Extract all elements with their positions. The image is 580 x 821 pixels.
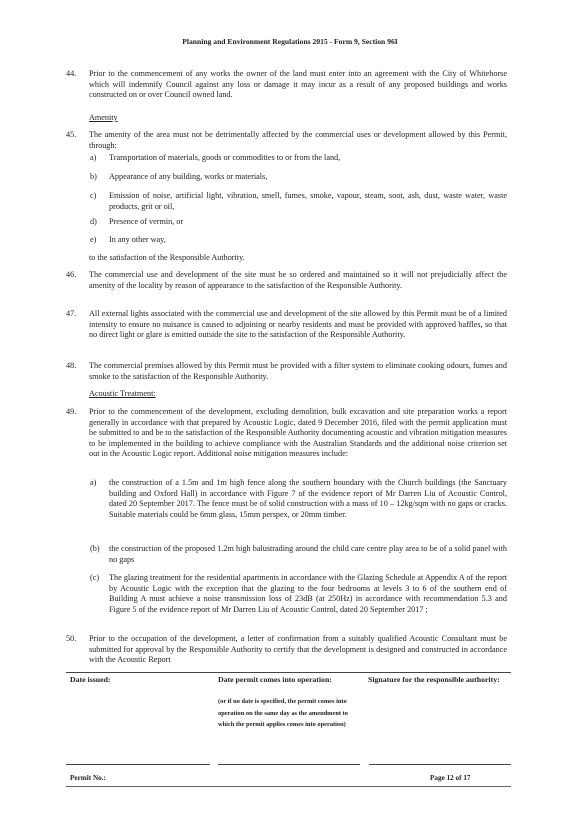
list-letter: (b) bbox=[90, 544, 100, 553]
list-letter: a) bbox=[90, 478, 97, 487]
condition-48 bbox=[66, 361, 507, 382]
list-item bbox=[90, 191, 507, 212]
condition-text: The commercial use and development of the site must be so ordered and maintained so it will not prejudicially affect the amenity of the locality by reason of appearance to the satisfaction of the Responsible Authority. bbox=[89, 270, 507, 290]
condition-49 bbox=[66, 407, 507, 460]
signature-line bbox=[66, 764, 210, 765]
page-number: Page 12 of 17 bbox=[430, 774, 471, 782]
condition-number: 45. bbox=[66, 130, 77, 139]
list-letter: (c) bbox=[90, 573, 100, 582]
condition-47 bbox=[66, 309, 507, 341]
condition-number: 47. bbox=[66, 309, 77, 318]
condition-text: All external lights associated with the commercial use and development of the site allowed by this Permit must be of a limited intensity to ensure no nuisance is caused to adjoining or nearby residents and must be provided with approved baffles, so that no direct light or glare is emitted outside the site to the satisfaction of the Responsible Authority. bbox=[89, 309, 507, 340]
condition-45 bbox=[66, 130, 507, 151]
footer-divider bbox=[66, 786, 511, 787]
list-text: In any other way, bbox=[109, 235, 166, 244]
condition-50 bbox=[66, 634, 507, 666]
date-permit-note: (or if no date is specified, the permit comes into operation on the same day as the amendment to which the permit applies comes into operation) bbox=[218, 698, 348, 729]
list-item bbox=[90, 544, 507, 565]
list-text: Transportation of materials, goods or commodities to or from the land, bbox=[109, 153, 341, 162]
condition-44 bbox=[66, 69, 507, 101]
permit-number-label: Permit No.: bbox=[70, 774, 106, 782]
list-letter: a) bbox=[90, 153, 97, 162]
section-heading-acoustic: Acoustic Treatment: bbox=[89, 389, 156, 398]
condition-number: 48. bbox=[66, 361, 77, 370]
date-permit-label: Date permit comes into operation: bbox=[218, 675, 332, 684]
condition-45-tail: to the satisfaction of the Responsible Authority. bbox=[89, 253, 245, 262]
condition-number: 44. bbox=[66, 69, 77, 78]
condition-number: 49. bbox=[66, 407, 77, 416]
list-letter: b) bbox=[90, 172, 97, 181]
condition-text: Prior to the commencement of any works the owner of the land must enter into an agreement with the City of Whitehorse which will indemnify Council against any loss or damage it may incur as a result of any proposed buildings and works constructed on or over Council owned land. bbox=[89, 69, 507, 100]
list-item bbox=[90, 217, 507, 228]
list-text: the construction of a 1.5m and 1m high fence along the southern boundary with the Church buildings (the Sanctuary building and Oxford Hall) in accordance with Figure 7 of the evidence report of Mr Darren Liu of Acoustic Control, dated 20 September 2017. The fence must be of solid construction with a mass of 10 – 12kg/sqm with no gaps or cracks. Suitable materials could be 6mm glass, 15mm perspex, or 20mm timber. bbox=[109, 478, 507, 519]
signature-label: Signature for the responsible authority: bbox=[368, 675, 500, 684]
condition-number: 50. bbox=[66, 634, 77, 643]
list-text: The glazing treatment for the residential apartments in accordance with the Glazing Schedule at Appendix A of the report by Acoustic Logic with the exception that the glazing to the four bedrooms at levels 3 to 6 of the southern end of Building A must achieve a noise transmission loss of 23dB (at 250Hz) in accordance with recommendation 5.3 and Figure 5 of the evidence report of Mr Darren Liu of Acoustic Control, dated 20 September 2017 ; bbox=[109, 573, 507, 614]
list-text: Appearance of any building, works or materials, bbox=[109, 172, 268, 181]
list-letter: c) bbox=[90, 191, 97, 200]
list-text: Emission of noise, artificial light, vibration, smell, fumes, smoke, vapour, steam, soot, ash, dust, waste water, waste products, grit or oil, bbox=[109, 191, 507, 211]
signature-line bbox=[218, 764, 360, 765]
divider bbox=[66, 672, 511, 673]
list-letter: d) bbox=[90, 217, 97, 226]
list-item bbox=[90, 573, 507, 615]
page-header: Planning and Environment Regulations 2015 - Form 9, Section 96I bbox=[182, 37, 398, 46]
list-letter: e) bbox=[90, 235, 97, 244]
list-text: Presence of vermin, or bbox=[109, 217, 184, 226]
signature-line bbox=[369, 764, 511, 765]
condition-text: The amenity of the area must not be detrimentally affected by the commercial uses or development allowed by this Permit, through: bbox=[89, 130, 507, 150]
condition-number: 46. bbox=[66, 270, 77, 279]
section-heading-amenity: Amenity bbox=[89, 113, 118, 122]
list-item bbox=[90, 172, 507, 183]
list-item bbox=[90, 153, 507, 164]
condition-46 bbox=[66, 270, 507, 291]
condition-text: Prior to the commencement of the development, excluding demolition, bulk excavation and site preparation works a report generally in accordance with that prepared by Acoustic Logic, dated 9 December 2016, filed with the permit application must be submitted to and be to the satisfaction of the Responsible Authority documenting acoustic and vibration mitigation measures to be implemented in the building to achieve compliance with the Australian Standards and the additional noise criterion set out in the Acoustic Logic report. Additional noise mitigation measures include: bbox=[89, 407, 507, 459]
list-text: the construction of the proposed 1.2m high balustrading around the child care centre play area to be of a solid panel with no gaps bbox=[109, 544, 507, 564]
condition-text: Prior to the occupation of the development, a letter of confirmation from a suitably qualified Acoustic Consultant must be submitted for approval by the Responsible Authority to certify that the development is designed and constructed in accordance with the Acoustic Report bbox=[89, 634, 507, 665]
date-issued-label: Date issued: bbox=[70, 675, 111, 684]
condition-text: The commercial premises allowed by this Permit must be provided with a filter system to eliminate cooking odours, fumes and smoke to the satisfaction of the Responsible Authority. bbox=[89, 361, 507, 381]
list-item bbox=[90, 235, 507, 246]
list-item bbox=[90, 478, 507, 520]
